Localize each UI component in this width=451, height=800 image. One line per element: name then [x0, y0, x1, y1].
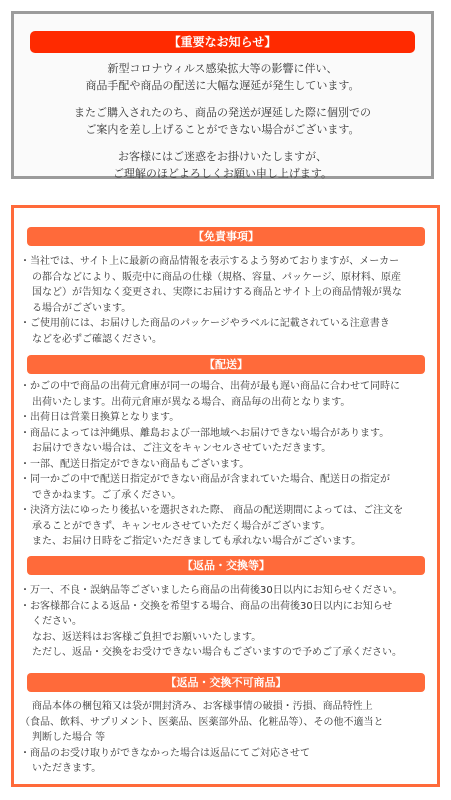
returns-line: ・ お客様都合による返品・交換を希望する場合、商品の出荷後30日以内にお知らせ — [20, 599, 430, 615]
disclaimer-line: ・ 当社では、サイト上に最新の商品情報を表示するよう努めておりますが、メーカー — [20, 254, 430, 270]
no-returns-line: 商品本体の梱包箱又は袋が開封済み、お客様事情の破損・汚損、商品特性上 — [32, 701, 373, 712]
shipping-line: ・ 決済方法にゆったり後払いを選択された際、 商品の配送期間によっては、ご注文を — [20, 503, 430, 519]
disclaimer-line: 国など）が告知なく変更され、実際にお届けする商品とサイト上の商品情報が異な — [32, 287, 402, 298]
disclaimer-line: る場合がございます。 — [32, 302, 132, 314]
shipping-line: ・ かごの中で商品の出荷元倉庫が同一の場合、出荷が最も遅い商品に合わせて同時に — [20, 379, 430, 395]
shipping-line: ・ 同一かごの中で配送日指定ができない商品が含まれていた場合、配送日の指定が — [20, 472, 430, 488]
notice-paragraph-3: お客様にはご迷惑をお掛けいたしますが、 ご理解のほどよろしくお願い申し上げます。 — [112, 150, 333, 180]
returns-title: 【返品・交換等】 — [27, 556, 425, 575]
disclaimer-line: ・ ご使用前には、お届けした商品のパッケージやラベルに記載されている注意書き — [20, 316, 430, 332]
important-notice-box — [11, 11, 434, 179]
shipping-body — [20, 379, 430, 550]
no-returns-title: 【返品・交換不可商品】 — [27, 673, 425, 692]
no-returns-line: 判断した場合 等 — [32, 732, 106, 743]
shipping-line: ・ 一部、配送日指定ができない商品もございます。 — [20, 457, 430, 473]
shipping-line: ・ 出荷日は営業日換算となります。 — [20, 410, 430, 426]
notice-body — [24, 60, 421, 192]
no-returns-line: （食品、飲料、サプリメント、医薬品、医薬部外品、化粧品等）、その他不適当と — [20, 716, 384, 728]
shipping-line: 承ることができず、キャンセルさせていただく場合がございます。 — [32, 520, 331, 532]
shipping-line: ・ 商品によっては沖縄県、離島および一部地域へお届けできない場合があります。 — [20, 426, 430, 442]
returns-line: なお、返送料はお客様ご負担でお願いいたします。 — [32, 631, 262, 643]
shipping-title: 【配送】 — [27, 355, 425, 374]
notice-title: 【重要なお知らせ】 — [30, 31, 415, 53]
returns-line: ください。 — [32, 616, 82, 627]
policy-box — [11, 205, 440, 787]
disclaimer-body — [20, 254, 430, 347]
returns-line: ・ 万一、不良・誤納品等ございましたら商品の出荷後30日以内にお知らせください。 — [20, 583, 430, 599]
returns-body — [20, 583, 430, 661]
shipping-line: できかねます。ご了承ください。 — [32, 489, 182, 501]
shipping-line: 出荷いたします。出荷元倉庫が異なる場合、商品毎の出荷となります。 — [32, 396, 351, 408]
no-returns-line: ・ 商品のお受け取りができなかった場合は返品にてご対応させて — [20, 746, 430, 762]
shipping-line: また、お届け日時をご指定いただきましても承れない場合がございます。 — [32, 536, 362, 547]
disclaimer-line: などを必ずご確認ください。 — [32, 333, 162, 345]
disclaimer-line: の都合などにより、販売中に商品の仕様（規格、容量、パッケージ、原材料、原産 — [32, 271, 401, 283]
notice-paragraph-1: 新型コロナウィルス感染拡大等の影響に伴い、 商品手配や商品の配送に大幅な遅延が発生しています。 — [85, 62, 360, 92]
disclaimer-title: 【免責事項】 — [27, 227, 425, 246]
shipping-line: お届けできない場合は、ご注文をキャンセルさせていただきます。 — [32, 443, 332, 454]
no-returns-line: いただきます。 — [32, 763, 102, 774]
notice-paragraph-2: またご購入されたのち、商品の発送が遅延した際に個別での ご案内を差し上げることができない場合がございます。 — [74, 106, 371, 136]
returns-line: ただし、返品・交換をお受けできない場合もございますので予めご了承ください。 — [32, 647, 402, 658]
no-returns-body — [20, 699, 430, 777]
